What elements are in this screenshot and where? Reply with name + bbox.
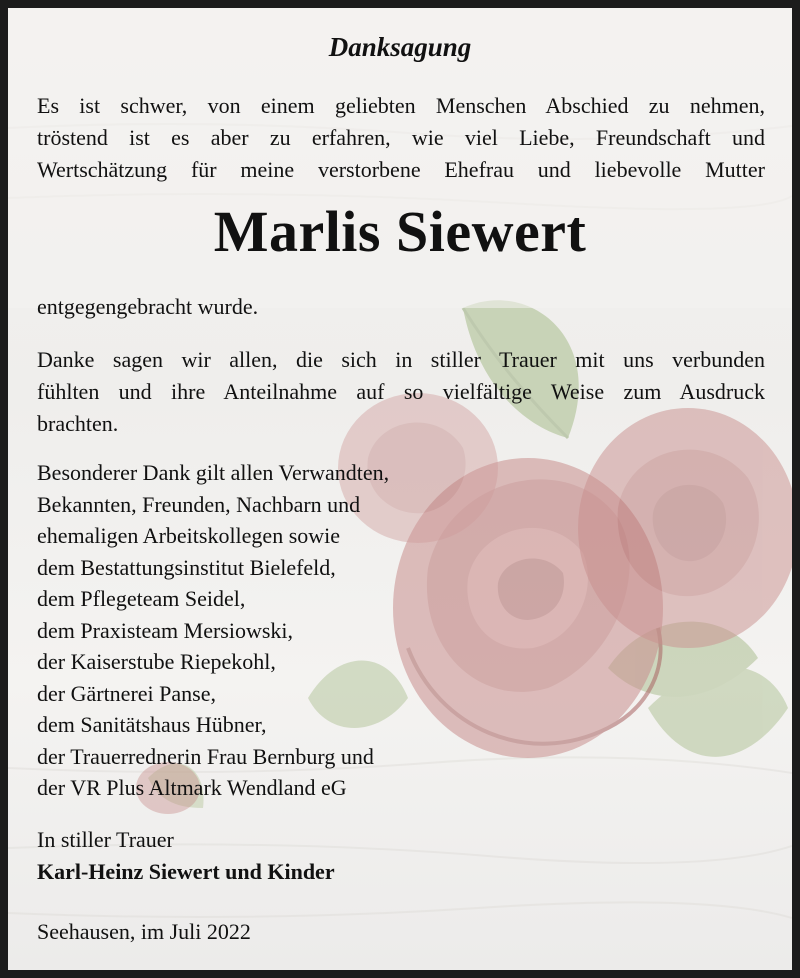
signer-name: Karl-Heinz Siewert und Kinder <box>37 859 335 884</box>
notice-heading: Danksagung <box>328 32 472 62</box>
special-thanks-line: der Kaiserstube Riepekohl, <box>37 649 276 674</box>
place-date: Seehausen, im Juli 2022 <box>37 919 251 944</box>
special-thanks-line: dem Sanitätshaus Hübner, <box>37 712 267 737</box>
special-thanks-list <box>37 457 497 804</box>
intro-line: tröstend ist es aber zu erfahren, wie viel Liebe, Freundschaft und <box>37 125 765 150</box>
special-thanks-line: ehemaligen Arbeitskollegen sowie <box>37 523 341 548</box>
after-name-line: entgegengebracht wurde. <box>37 294 259 319</box>
after-name-text <box>37 291 765 323</box>
closing-block <box>37 824 335 888</box>
special-thanks-line: der VR Plus Altmark Wendland eG <box>37 775 347 800</box>
special-thanks-line: Bekannten, Freunden, Nachbarn und <box>37 491 361 517</box>
special-thanks-line: dem Praxisteam Mersiowski, <box>37 617 294 643</box>
special-thanks-line: der Gärtnerei Panse, <box>37 680 216 706</box>
intro-text <box>37 90 765 186</box>
closing-phrase: In stiller Trauer <box>37 827 174 852</box>
thanks-paragraph-line: Danke sagen wir allen, die sich in stiller Trauer mit uns verbunden <box>37 347 765 372</box>
special-thanks-line: dem Bestattungsinstitut Bielefeld, <box>37 554 336 580</box>
intro-line: Es ist schwer, von einem geliebten Menschen Abschied zu nehmen, <box>37 93 765 118</box>
special-thanks-line: dem Pflegeteam Seidel, <box>37 586 246 611</box>
thanks-paragraph <box>37 344 765 440</box>
special-thanks-line: Besonderer Dank gilt allen Verwandten, <box>37 460 390 485</box>
intro-line: Wertschätzung für meine verstorbene Ehefrau und liebevolle Mutter <box>37 157 765 182</box>
thanks-paragraph-line: fühlten und ihre Anteilnahme auf so vielfältige Weise zum Ausdruck <box>37 379 765 404</box>
deceased-name: Marlis Siewert <box>213 199 587 264</box>
thanks-paragraph-line: brachten. <box>37 411 119 436</box>
special-thanks-line: der Trauerrednerin Frau Bernburg und <box>37 743 374 769</box>
